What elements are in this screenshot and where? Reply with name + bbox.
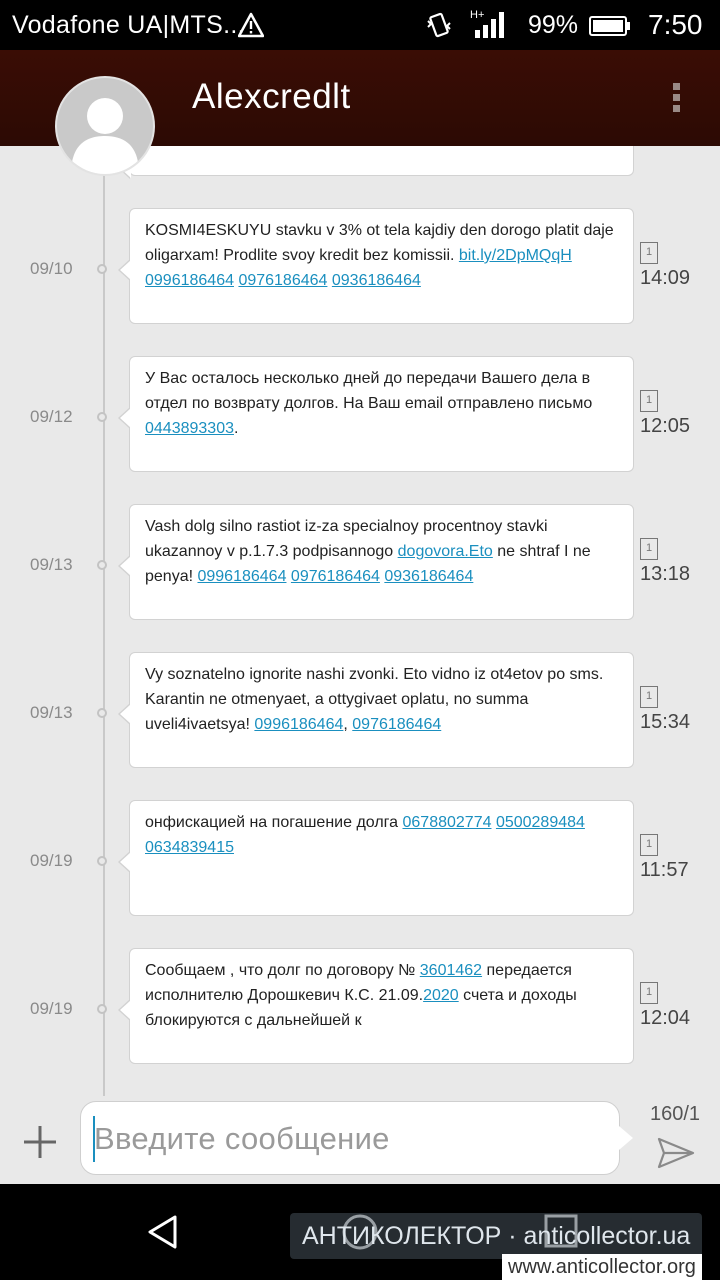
timeline-dot <box>97 560 107 570</box>
message-time: 13:18 <box>640 563 691 585</box>
sim-icon: 1 <box>640 242 658 264</box>
message-time: 12:05 <box>640 415 691 437</box>
message-date: 09/12 <box>30 407 73 426</box>
message-time: 15:34 <box>640 711 691 733</box>
message-link[interactable]: 0634839415 <box>145 839 234 856</box>
message-text: Сообщаем , что долг по договору № <box>145 962 420 979</box>
message-link[interactable]: 0976186464 <box>290 568 380 585</box>
carrier-name: Vodafone UA|MTS... <box>12 11 245 39</box>
message-link[interactable]: 0996186464 <box>254 716 344 733</box>
sim-icon: 1 <box>640 390 658 412</box>
message-date: 09/19 <box>30 999 73 1018</box>
watermark-site: www.anticollector.org <box>502 1254 702 1280</box>
message-date: 09/10 <box>30 259 73 278</box>
message-time: 14:09 <box>640 267 691 289</box>
timeline-dot <box>97 412 107 422</box>
message-link[interactable]: 0936186464 <box>384 568 474 585</box>
sim-icon: 1 <box>640 982 658 1004</box>
message-link[interactable]: 0976186464 <box>352 716 442 733</box>
back-icon[interactable] <box>145 1214 181 1250</box>
message-text: онфискацией на погашение долга <box>145 814 403 831</box>
message-date: 09/19 <box>30 851 73 870</box>
battery-percent: 99% <box>528 11 579 39</box>
plus-icon[interactable] <box>22 1124 58 1160</box>
message-time: 11:57 <box>640 859 689 881</box>
contact-name: Alexcredlt <box>192 77 351 116</box>
timeline-dot <box>97 856 107 866</box>
message-list[interactable] <box>0 146 720 1096</box>
warning-icon <box>238 12 264 38</box>
message-text: У Вас осталось несколько дней до передачи Вашего дела в отдел по возврату долгов. На Ваш email отправлено письмо <box>145 370 593 412</box>
message-bubble[interactable] <box>129 800 634 916</box>
message-link[interactable]: 3601462 <box>419 962 483 979</box>
status-bar <box>0 0 720 50</box>
message-link[interactable]: 0500289484 <box>495 814 585 831</box>
message-bubble[interactable] <box>129 652 634 768</box>
message-date: 09/13 <box>30 703 73 722</box>
message-input[interactable] <box>80 1101 620 1175</box>
vibrate-icon <box>426 11 452 39</box>
character-counter: 160/1 <box>650 1103 701 1125</box>
message-text: передается исполнителю Дорошкевич К.С. 21.09. <box>145 962 572 1004</box>
message-link[interactable]: 2020 <box>423 987 459 1004</box>
sim-icon: 1 <box>640 686 658 708</box>
message-text: . <box>233 420 239 437</box>
overflow-menu-icon[interactable] <box>662 80 690 116</box>
message-bubble[interactable] <box>129 504 634 620</box>
timeline-dot <box>97 1004 107 1014</box>
message-link[interactable]: 0996186464 <box>197 568 287 585</box>
message-link[interactable]: 0996186464 <box>145 272 234 289</box>
message-bubble[interactable] <box>129 208 634 324</box>
sim-icon: 1 <box>640 834 658 856</box>
message-text: Vy soznatelno ignorite nashi zvonki. Eto vidno iz ot4etov po sms. Karantin ne otmenyaet, a ottygivaet oplatu, no summa uveli4ivaetsya! <box>145 666 604 733</box>
message-bubble-partial[interactable] <box>129 146 634 176</box>
timeline-line <box>103 146 105 1096</box>
message-text: счета и доходы блокируются с дальнейшей к <box>145 987 577 1029</box>
timeline-dot <box>97 708 107 718</box>
message-time: 12:04 <box>640 1007 691 1029</box>
message-text: KOSMI4ESKUYU stavku v 3% ot tela kajdiy den dorogo platit daje oligarxam! Prodlite svoy kredit bez komissii. <box>145 222 614 264</box>
message-date: 09/13 <box>30 555 73 574</box>
avatar-icon <box>57 78 153 174</box>
timeline-dot <box>97 264 107 274</box>
clock: 7:50 <box>648 9 703 40</box>
battery-icon <box>589 16 631 36</box>
message-link[interactable]: dogovora.Eto <box>397 543 493 560</box>
signal-icon <box>470 8 510 40</box>
sim-icon: 1 <box>640 538 658 560</box>
watermark-overlay: АНТИКОЛЕКТОР · anticollector.ua <box>290 1213 702 1259</box>
message-text: ne shtraf I ne penya! <box>145 543 591 585</box>
message-text: Vash dolg silno rastiot iz-za specialnoy procentnoy stavki ukazannoy v p.1.7.3 podpisannogo <box>145 518 548 560</box>
contact-avatar[interactable] <box>55 76 155 176</box>
svg-text:H+: H+ <box>470 9 485 21</box>
message-link[interactable]: 0443893303 <box>145 420 234 437</box>
message-bubble[interactable] <box>129 948 634 1064</box>
message-link[interactable]: 0976186464 <box>238 272 328 289</box>
message-link[interactable]: 0678802774 <box>402 814 492 831</box>
message-input-placeholder: Введите сообщение <box>94 1121 390 1156</box>
message-bubble[interactable] <box>129 356 634 472</box>
send-icon[interactable] <box>656 1136 696 1170</box>
message-link[interactable]: 0936186464 <box>331 272 421 289</box>
message-link[interactable]: bit.ly/2DpMQqH <box>458 247 572 264</box>
message-text: , <box>343 716 353 733</box>
